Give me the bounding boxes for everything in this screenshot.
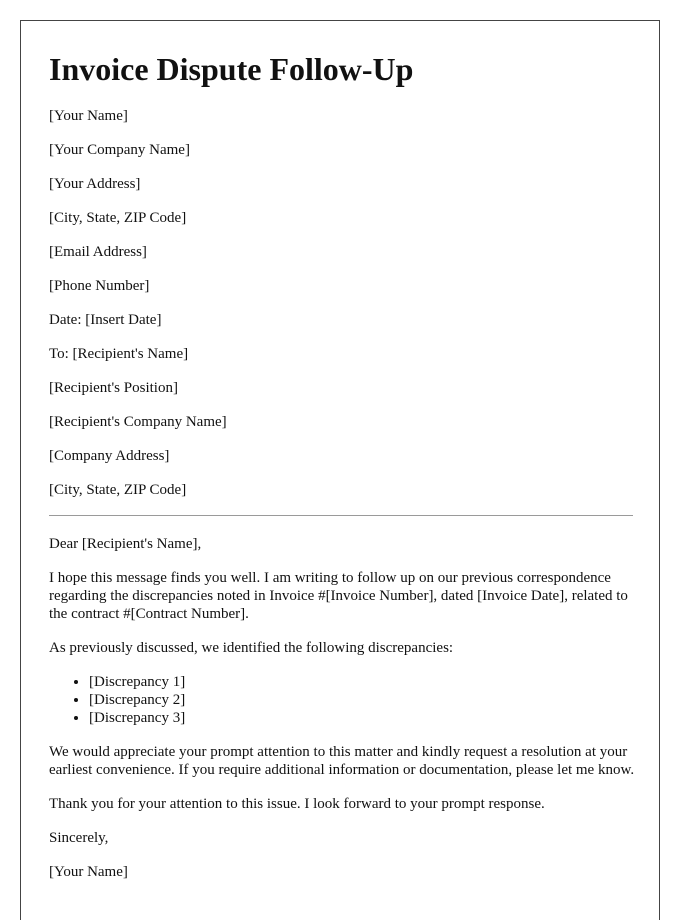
sender-city-state-zip: [City, State, ZIP Code]	[49, 210, 187, 226]
discrepancy-list	[49, 673, 639, 727]
sender-email: [Email Address]	[49, 244, 147, 260]
recipient-address: [Company Address]	[49, 448, 170, 464]
page-title: Invoice Dispute Follow-Up	[49, 51, 414, 87]
recipient-company: [Recipient's Company Name]	[49, 414, 227, 430]
recipient-to-line: To: [Recipient's Name]	[49, 346, 189, 362]
closing: Sincerely,	[49, 830, 109, 846]
recipient-city-state-zip: [City, State, ZIP Code]	[49, 482, 187, 498]
salutation: Dear [Recipient's Name],	[49, 536, 202, 552]
paragraph-discrepancies-lead: As previously discussed, we identified the following discrepancies:	[49, 640, 454, 656]
signature: [Your Name]	[49, 864, 128, 880]
sender-address: [Your Address]	[49, 176, 141, 192]
list-item: • [Discrepancy 3]	[89, 709, 639, 727]
divider	[49, 515, 633, 516]
paragraph-thanks: Thank you for your attention to this issue. I look forward to your prompt response.	[49, 796, 545, 812]
paragraph-intro: I hope this message finds you well. I am writing to follow up on our previous correspondence regarding the discrepancies noted in Invoice #[Invoice Number], dated [Invoice Date], related to the contract #[Contract Number].	[49, 570, 628, 622]
list-item: • [Discrepancy 1]	[89, 673, 639, 691]
sender-name: [Your Name]	[49, 108, 128, 124]
date-line: Date: [Insert Date]	[49, 312, 162, 328]
sender-company: [Your Company Name]	[49, 142, 190, 158]
letter-page	[20, 20, 660, 920]
sender-phone: [Phone Number]	[49, 278, 150, 294]
recipient-position: [Recipient's Position]	[49, 380, 178, 396]
list-item: • [Discrepancy 2]	[89, 691, 639, 709]
sender-block	[49, 107, 639, 515]
paragraph-request: We would appreciate your prompt attention to this matter and kindly request a resolution at your earliest convenience. If you require additional information or documentation, please let me know.	[49, 744, 635, 778]
letter-body	[49, 535, 639, 897]
